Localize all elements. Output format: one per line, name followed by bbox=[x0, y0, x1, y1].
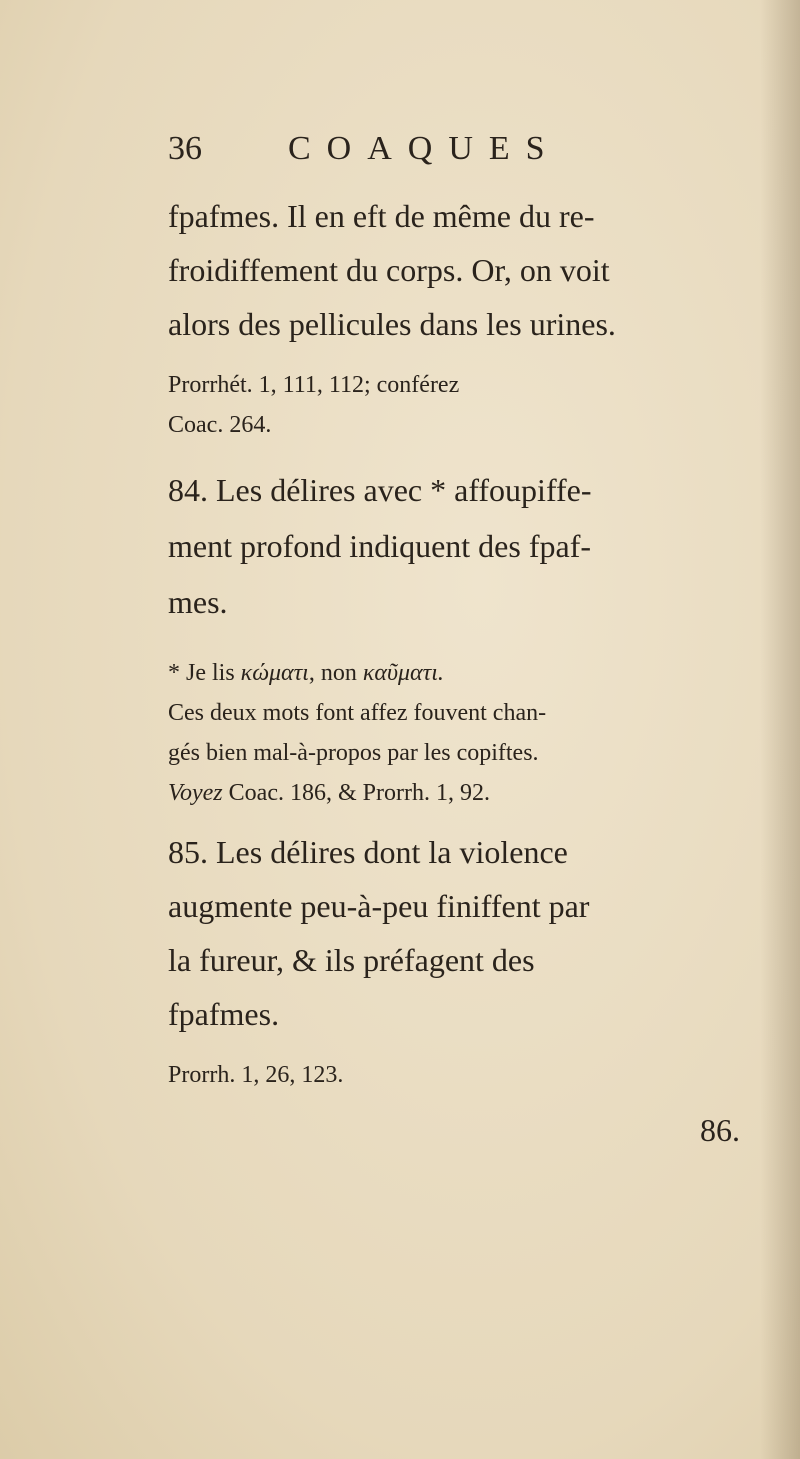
footnote-text: Coac. 186, & Prorrh. 1, 92. bbox=[222, 780, 490, 806]
reference-line: Coac. 264. bbox=[168, 412, 272, 438]
body-line: froidiffement du corps. Or, on voit bbox=[168, 252, 610, 288]
footnote-line: Ces deux mots font affez fouvent chan- bbox=[168, 700, 547, 726]
body-line: alors des pellicules dans les urines. bbox=[168, 306, 616, 342]
paragraph-84-line: 84. Les délires avec * affoupiffe- bbox=[168, 472, 592, 508]
voyez-italic: Voyez bbox=[168, 780, 223, 806]
paragraph-84-line: ment profond indiquent des fpaf- bbox=[168, 528, 591, 564]
paragraph-84-line: mes. bbox=[168, 584, 228, 620]
catchword: 86. bbox=[700, 1112, 740, 1148]
reference-line: Prorrh. 1, 26, 123. bbox=[168, 1062, 344, 1088]
running-title: COAQUES bbox=[288, 130, 561, 167]
paragraph-85-line: la fureur, & ils préfagent des bbox=[168, 942, 535, 978]
page-number: 36 bbox=[168, 130, 202, 167]
footnote-line bbox=[168, 780, 490, 807]
footnote-text: , non bbox=[308, 660, 363, 686]
reference-line: Prorrhét. 1, 111, 112; conférez bbox=[168, 372, 460, 398]
body-line: fpafmes. Il en eft de même du re- bbox=[168, 198, 595, 234]
footnote-line bbox=[168, 660, 444, 687]
footnote-text: * Je lis bbox=[168, 660, 241, 686]
paragraph-85-line: 85. Les délires dont la violence bbox=[168, 834, 568, 870]
page-header bbox=[168, 130, 768, 180]
paragraph-85-line: augmente peu-à-peu finiffent par bbox=[168, 888, 590, 924]
paragraph-85-line: fpafmes. bbox=[168, 996, 280, 1032]
footnote-line: gés bien mal-à-propos par les copiftes. bbox=[168, 740, 539, 766]
greek-word: καῦματι. bbox=[362, 660, 444, 686]
greek-word: κώματι bbox=[240, 660, 309, 686]
page-edge-shadow bbox=[760, 0, 800, 1459]
